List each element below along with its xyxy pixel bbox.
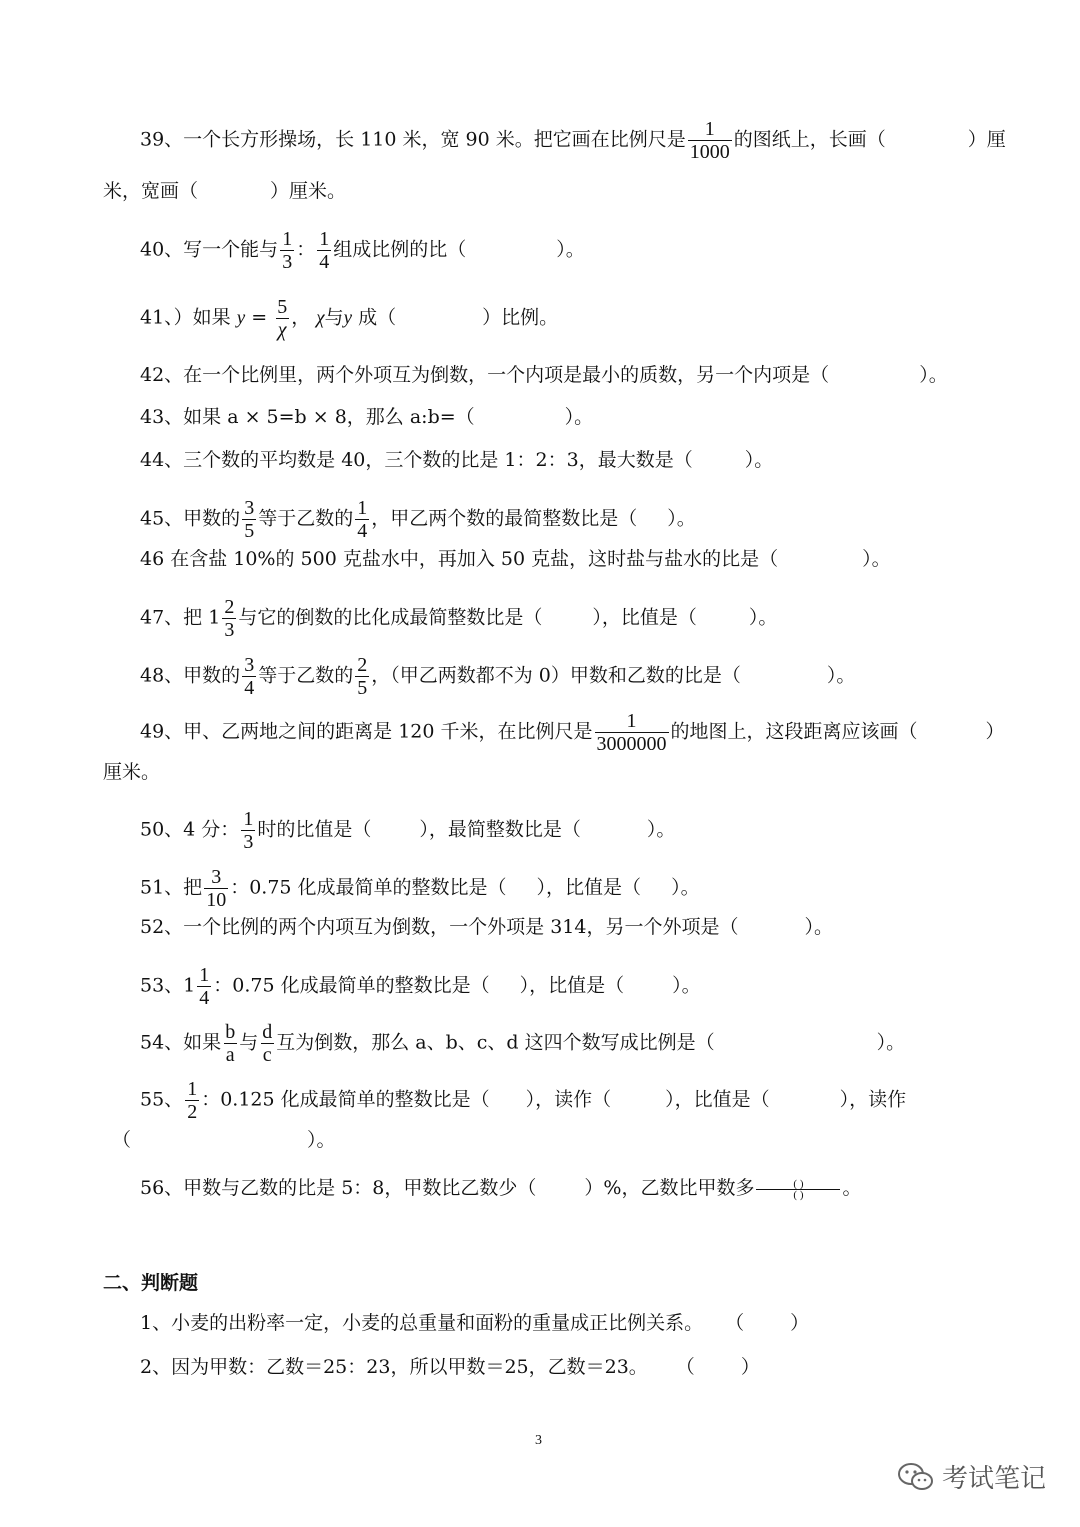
question-46: 46 在含盐 10%的 500 克盐水中，再加入 50 克盐，这时盐与盐水的比是（ ）。: [140, 548, 891, 570]
fraction-1-1000: $\frac{1}{1000}$: [689, 118, 730, 163]
question-40: 40、写一个能与 $\frac{1}{3}$ ： $\frac{1}{4}$ 组成比例的比（ ）。: [140, 228, 585, 273]
watermark: [896, 1458, 1046, 1495]
section-heading-judgment: 二、判断题: [103, 1272, 199, 1294]
question-42: 42、在一个比例里，两个外项互为倒数，一个内项是最小的质数，另一个内项是（ ）。: [140, 364, 948, 386]
question-55-cont: （ ）。: [112, 1129, 336, 1151]
fraction-1-3000000: $\frac{1}{3000000}$: [596, 710, 667, 755]
q39-text: 39、一个长方形操场，长 110 米，宽 90 米。把它画在比例尺是: [140, 128, 686, 151]
question-39: 39、一个长方形操场，长 110 米，宽 90 米。把它画在比例尺是 $\frac{1}{1000}$ 的图纸上，长画（ ）厘: [140, 118, 1006, 163]
question-49: 49、甲、乙两地之间的距离是 120 千米，在比例尺是 $\frac{1}{3000000}$ 的地图上，这段距离应该画（ ）: [140, 710, 1005, 755]
fraction-1-4: $\frac{1}{4}$: [357, 497, 368, 542]
question-47: 47、把 1 $\frac{2}{3}$ 与它的倒数的比化成最简整数比是（ ），比值是（ ）。: [140, 596, 778, 641]
fraction-d-c: $\frac{d}{c}$: [262, 1021, 273, 1066]
question-55: 55、 $\frac{1}{2}$ ：0.125 化成最简单的整数比是（ ），读作（ ），比值是（ ），读作: [140, 1078, 907, 1123]
question-50: 50、4 分： $\frac{1}{3}$ 时的比值是（ ），最简整数比是（ ）。: [140, 808, 676, 853]
wechat-icon: [896, 1461, 936, 1493]
fraction-3-10: $\frac{3}{10}$: [206, 866, 227, 911]
fraction-1-3: $\frac{1}{3}$: [243, 808, 254, 853]
fraction-1-4: $\frac{1}{4}$: [199, 964, 210, 1009]
page-number: 3: [535, 1433, 542, 1448]
question-52: 52、一个比例的两个内项互为倒数，一个外项是 314，另一个外项是（ ）。: [140, 916, 833, 938]
judgment-2: 2、因为甲数：乙数＝25：23，所以甲数＝25，乙数＝23。 （ ）: [140, 1356, 760, 1378]
fraction-1-2: $\frac{1}{2}$: [187, 1078, 198, 1123]
question-54: 54、如果 $\frac{b}{a}$ 与 $\frac{d}{c}$ 互为倒数，那么 a、b、c、d 这四个数写成比例是（ ）。: [140, 1021, 906, 1066]
fraction-b-a: $\frac{b}{a}$: [225, 1021, 236, 1066]
fraction-3-5: $\frac{3}{5}$: [244, 497, 255, 542]
question-53: 53、1 $\frac{1}{4}$ ：0.75 化成最简单的整数比是（ ），比值是（ ）。: [140, 964, 701, 1009]
question-51: 51、把 $\frac{3}{10}$ ：0.75 化成最简单的整数比是（ ），比值是（ ）。: [140, 866, 700, 911]
question-43: 43、如果 a × 5=b × 8，那么 a:b=（ ）。: [140, 406, 594, 428]
question-39-cont: 米，宽画（ ）厘米。: [103, 180, 347, 202]
fraction-5-chi: $\frac{5}{\chi}$: [277, 296, 288, 341]
question-49-cont: 厘米。: [103, 761, 161, 783]
fraction-1-3: $\frac{1}{3}$: [282, 228, 293, 273]
question-56: 56、甲数与乙数的比是 5：8，甲数比乙数少（ ）%，乙数比甲数多 $\frac{( )}{( )}$ 。: [140, 1177, 862, 1201]
fraction-2-5: $\frac{2}{5}$: [357, 654, 368, 699]
watermark-text: 考试笔记: [941, 1464, 1046, 1494]
judgment-1: 1、小麦的出粉率一定，小麦的总重量和面粉的重量成正比例关系。 （ ）: [140, 1312, 810, 1334]
question-45: 45、甲数的 $\frac{3}{5}$ 等于乙数的 $\frac{1}{4}$ ，甲乙两个数的最简整数比是（ ）。: [140, 497, 696, 542]
question-48: 48、甲数的 $\frac{3}{4}$ 等于乙数的 $\frac{2}{5}$ ，（甲乙两数都不为 0）甲数和乙数的比是（ ）。: [140, 654, 856, 699]
fraction-1-4: $\frac{1}{4}$: [319, 228, 330, 273]
fraction-2-3: $\frac{2}{3}$: [224, 596, 235, 641]
question-41: 41、）如果 y = $\frac{5}{\chi}$ ， χ与y 成（ ）比例。: [140, 296, 559, 341]
fraction-3-4: $\frac{3}{4}$: [244, 654, 255, 699]
question-44: 44、三个数的平均数是 40，三个数的比是 1：2：3，最大数是（ ）。: [140, 449, 774, 471]
blank-fraction: $\frac{( )}{( )}$: [756, 1179, 840, 1200]
